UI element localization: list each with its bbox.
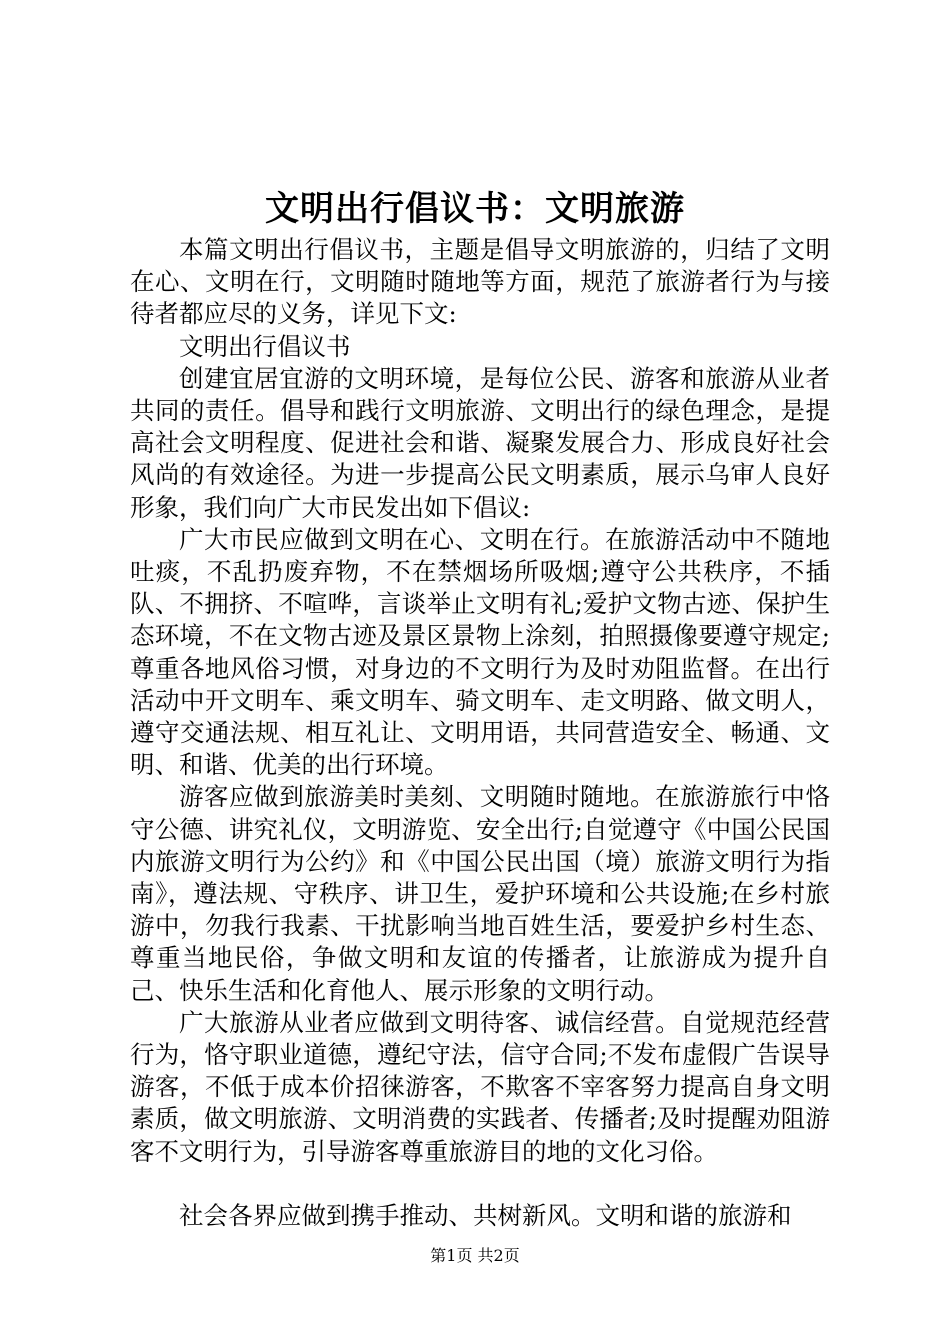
document-body (130, 234, 830, 1232)
document-title: 文明出行倡议书：文明旅游 (265, 189, 685, 229)
body-paragraph: 社会各界应做到携手推动、共树新风。文明和谐的旅游和 (179, 1200, 792, 1230)
body-paragraph: 创建宜居宜游的文明环境，是每位公民、游客和旅游从业者共同的责任。倡导和践行文明旅游、文明出行的绿色理念，是提高社会文明程度、促进社会和谐、凝聚发展合力、形成良好社会风尚的有效途径。为进一步提高公民文明素质，展示乌审人良好形象，我们向广大市民发出如下倡议: (130, 363, 830, 522)
body-paragraph: 游客应做到旅游美时美刻、文明随时随地。在旅游旅行中恪守公德、讲究礼仪，文明游览、安全出行;自觉遵守《中国公民国内旅游文明行为公约》和《中国公民出国（境）旅游文明行为指南》，遵法规、守秩序、讲卫生，爱护环境和公共设施;在乡村旅游中，勿我行我素、干扰影响当地百姓生活，要爱护乡村生态、尊重当地民俗，争做文明和友谊的传播者，让旅游成为提升自己、快乐生活和化育他人、展示形象的文明行动。 (130, 782, 830, 1005)
subheading-paragraph: 文明出行倡议书 (179, 331, 351, 361)
intro-paragraph: 本篇文明出行倡议书，主题是倡导文明旅游的，归结了文明在心、文明在行，文明随时随地等方面，规范了旅游者行为与接待者都应尽的义务，详见下文: (130, 235, 830, 329)
page-footer: 第1页 共2页 (430, 1246, 520, 1265)
body-paragraph: 广大旅游从业者应做到文明待客、诚信经营。自觉规范经营行为，恪守职业道德，遵纪守法，信守合同;不发布虚假广告误导游客，不低于成本价招徕游客，不欺客不宰客努力提高自身文明素质，做文明旅游、文明消费的实践者、传播者;及时提醒劝阻游客不文明行为，引导游客尊重旅游目的地的文化习俗。 (130, 1007, 830, 1166)
body-paragraph: 广大市民应做到文明在心、文明在行。在旅游活动中不随地吐痰，不乱扔废弃物，不在禁烟场所吸烟;遵守公共秩序，不插队、不拥挤、不喧哗，言谈举止文明有礼;爱护文物古迹、保护生态环境，不在文物古迹及景区景物上涂刻，拍照摄像要遵守规定;尊重各地风俗习惯，对身边的不文明行为及时劝阻监督。在出行活动中开文明车、乘文明车、骑文明车、走文明路、做文明人，遵守交通法规、相互礼让、文明用语，共同营造安全、畅通、文明、和谐、优美的出行环境。 (130, 524, 830, 780)
